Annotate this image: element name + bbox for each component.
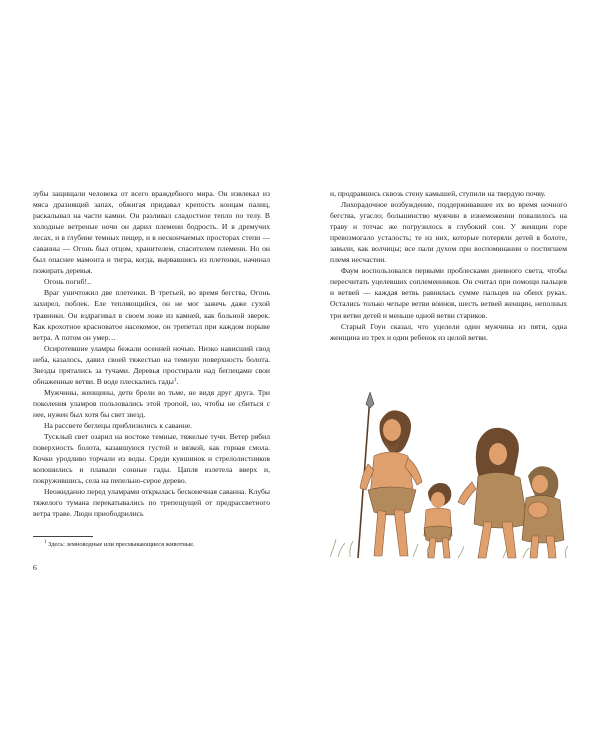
woman-with-infant-figure xyxy=(522,466,564,558)
paragraph: Огонь погиб!.. xyxy=(44,277,91,287)
footnote-text: Здесь: земноводные или пресмыкающиеся животные. xyxy=(48,541,195,548)
paragraph: На рассвете беглецы приблизились к саванне. xyxy=(44,420,193,430)
left-text-column xyxy=(33,188,270,519)
hunter-figure xyxy=(360,410,422,556)
tribe-illustration xyxy=(328,392,570,560)
paragraph: Старый Гоун сказал, что уцелели один мужчина из пяти, одна женщина из трех и один ребенок из целой ветви. xyxy=(330,321,567,342)
paragraph: Мужчины, женщины, дети брели во тьме, не видя друг друга. Три поколения уламров пользовались этой тропой, но, чтобы не сбиться с нее, нужен был хотя бы свет звезд. xyxy=(33,387,270,419)
woman-figure xyxy=(458,428,528,558)
paragraph: Лихорадочное возбуждение, поддерживавшее их во время ночного бегства, угасло; большинство мужчин в изнеможении повалилось на траву и тотчас же погрузилось в глубокий сон. У женщин горе превозмогало усталость; те из них, которые потеряли детей в болоте, завыли, как волчицы; все пали духом при воспоминании о постигшем племя несчастии. xyxy=(330,200,567,265)
paragraph: Осиротевшие уламры бежали осенней ночью. Низко нависший свод неба, казалось, давил своей тяжестью на темную поверхность болота. Звезды прятались за тучами. Деревья простирали над беглецами свои обнаженные ветви. В воде плескались гады$^1$. xyxy=(33,343,270,386)
paragraph: Враг уничтожил две плетенки. В третьей, во время бегства, Огонь захирел, поблек. Еле тепляющийся, он не мог зажечь даже сухой травинки. Он вздрагивал в своем ложе из камней, как больной зверек. Как крохотное красноватое насекомое, он трепетал при каждом порыве ветра. А потом он умер… xyxy=(33,288,270,342)
paragraph: и, продравшись сквозь стену камышей, ступили на твердую почву. xyxy=(330,189,546,198)
footnote-mark: 1 xyxy=(44,540,47,545)
page-number: 6 xyxy=(33,563,37,572)
paragraph: Тусклый свет озарил на востоке темные, тяжелые тучи. Ветер рябил поверхность болота, казавшуюся густой и вязкой, как горная смола. Кочки уродливо торчали из воды. Среди кувшинок и стрелолистников копошились и плавали сонные гады. Цапля взлетела вверх и, покружившись, села на пепельно-серое дерево. xyxy=(33,432,270,486)
footnote-divider xyxy=(33,536,93,537)
footnote-reference: 1 xyxy=(173,377,177,383)
paragraph: Фаум воспользовался первыми проблесками дневного света, чтобы пересчитать уцелевших соплеменников. Он считал при помощи пальцев и ветвей — каждая ветвь равнялась сумме пальцев на обеих руках. Остались только четыре ветви воинов, шесть ветвей женщин, неполных три ветви детей и меньше одной ветви стариков. xyxy=(330,266,567,320)
footnote xyxy=(33,540,270,549)
right-text-column xyxy=(330,188,567,343)
paragraph: Неожиданно перед уламрами открылась бесконечная саванна. Клубы тяжелого тумана перекатывались по трепещущей от предрассветного ветра траве. Люди приободрились xyxy=(33,487,270,519)
paragraph: зубы защищали человека от всего враждебного мира. Он извлекал из мяса дразнящий запах, обжигая придавал крепость концам палиц, раскалывал на части камни. Он разливал сладостное тепло по телу. В холодные ветреные ночи он дарил племени бодрость. И в дремучих лесах, и в глубине темных пещер, и в нескончаемых просторах степи — саванны — Огонь был отцом, хранителем, спасителем племени. Но он был опаснее мамонта и тигра, когда, вырвавшись из плетенки, начинал пожирать деревья. xyxy=(33,189,270,276)
infant xyxy=(528,502,548,518)
